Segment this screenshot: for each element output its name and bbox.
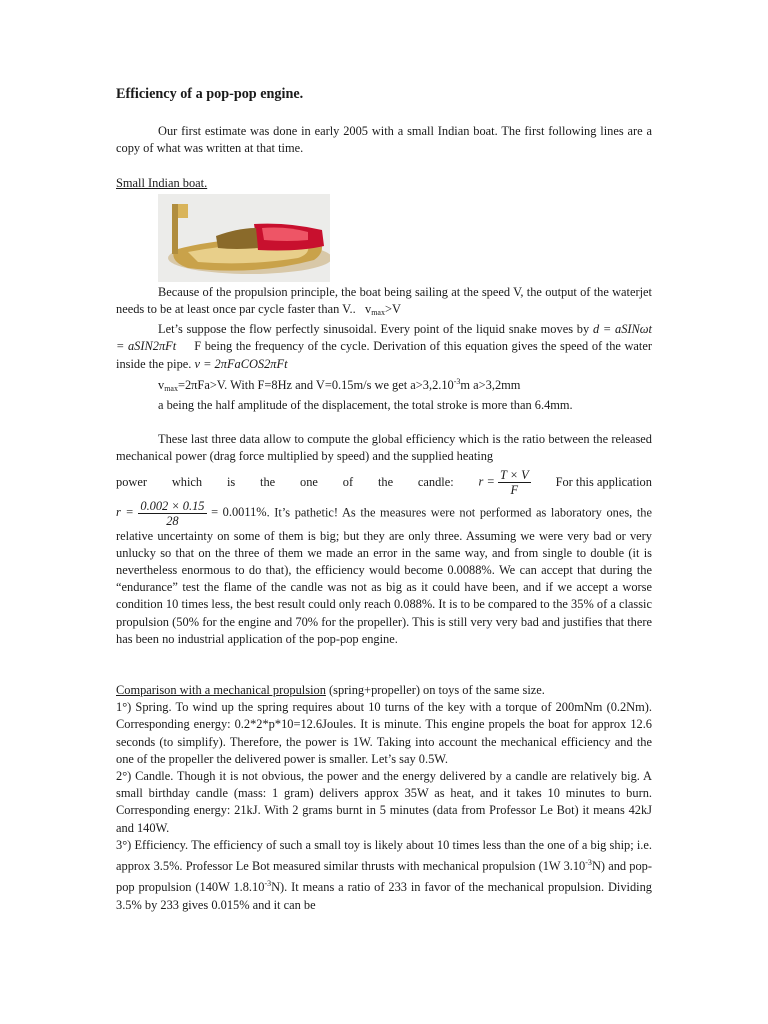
spacer [116,665,652,682]
spring-item: 1°) Spring. To wind up the spring requires about 10 turns of the key with a torque of 200mNm (0.2Nm). Corresponding energy: 0.2*2*p*10=12.6Joules. It is minute. This engine propels the boat for approx 12.6 seconds (to simplify). Therefore, the power is 1W. Taking into account the mechanical efficiency and the one of the propeller the delivered power is smaller. Let’s say 0.5W. [116,700,652,766]
vmax-paragraph: $v_{max}=2\pi Fa>V$. With F=8Hz and V=0.15m/s we get $a>3,2.10^{-3}m$ a>3,2mm [158,376,521,393]
efficiency-formula-line: power which is the one of the candle: r = $\frac{T \times V}{F}$ For this application [116,467,652,497]
efficiency-result-paragraph: r = $\frac{0.002 \times 0.15}{28}$ = 0.0011%. It’s pathetic! As the measures were not performed as laboratory ones, the relative uncertainty on some of them is big; but they are only three. Assuming we were very bad or very unlucky so that on the three of them we made an error in the same way, and from single to double (it is nevertheless enormous to do that), the efficiency would become 0.0088%. We can accept that during the “endurance” test the flame of the candle was not as big as it could have been, and if we accept a worse condition 10 times less, the best result could only reach 0.088%. It is to be compared to the 35% of a classic propulsion (50% for the engine and 70% for the propeller). This is still very very bad and justifies that there has been no industrial application of the pop-pop engine. [116,498,652,646]
efficiency-paragraph: These last three data allow to compute the global efficiency which is the ratio between the released mechanical power (drag force multiplied by speed) and the supplied heating [116,432,652,464]
spacer [116,414,652,431]
comparison-heading: Comparison with a mechanical propulsion (spring+propeller) on toys of the same size. [116,683,545,698]
amplitude-paragraph: a being the half amplitude of the displacement, the total stroke is more than 6.4mm. [158,398,573,413]
flow-paragraph: Let’s suppose the flow perfectly sinusoidal. Every point of the liquid snake moves by d = aSINωt = aSIN2πFt F being the frequency of the cycle. Derivation of this equation gives the speed of the water inside the pipe. v = 2πFaCOS2πFt [116,322,653,371]
document-page [116,86,652,914]
boat-caption: Small Indian boat. [116,175,208,190]
spacer [116,158,652,175]
intro-paragraph: Our first estimate was done in early 2005 with a small Indian boat. The first following lines are a copy of what was written at that time. [116,124,652,156]
efficiency-item: 3°) Efficiency. The efficiency of such a small toy is likely about 10 times less than the one of a big ship; i.e. approx 3.5%. Professor Le Bot measured similar thrusts with mechanical propulsion (1W $3.10^{-3}N$) and pop-pop propulsion (140W $1.8.10^{-3}N$). It means a ratio of 233 in favor of the mechanical propulsion. Dividing 3.5% by 233 gives 0.015% and it can be [116,837,653,912]
document-title: Efficiency of a pop-pop engine. [116,86,304,102]
boat-photo [158,194,330,282]
vmax-condition: $v_{max}>V$ [364,302,401,318]
efficiency-value-formula: r = $\frac{0.002 \times 0.15}{28}$ = 0.0011% [116,498,267,528]
displacement-equation: d = aSINωt = aSIN2πFt [116,322,652,354]
propulsion-paragraph [116,284,652,321]
candle-item: 2°) Candle. Though it is not obvious, the power and the energy delivered by a candle are relatively big. A small birthday candle (mass: 1 gram) delivers approx 35W as heat, and it takes 10 minutes to burn. Corresponding energy: 21kJ. With 2 grams burnt in 5 minutes (data from Professor Le Bot) it means 42kJ and 140W. [116,769,652,835]
ratio-formula: r = $\frac{T \times V}{F}$ [478,467,529,497]
spacer [116,648,652,665]
speed-equation: v = 2πFaCOS2πFt [194,356,288,371]
p1-text: Because of the propulsion principle, the boat being sailing at the speed V, the output of the waterjet needs to be at least once par cycle faster than V.. [116,284,652,317]
